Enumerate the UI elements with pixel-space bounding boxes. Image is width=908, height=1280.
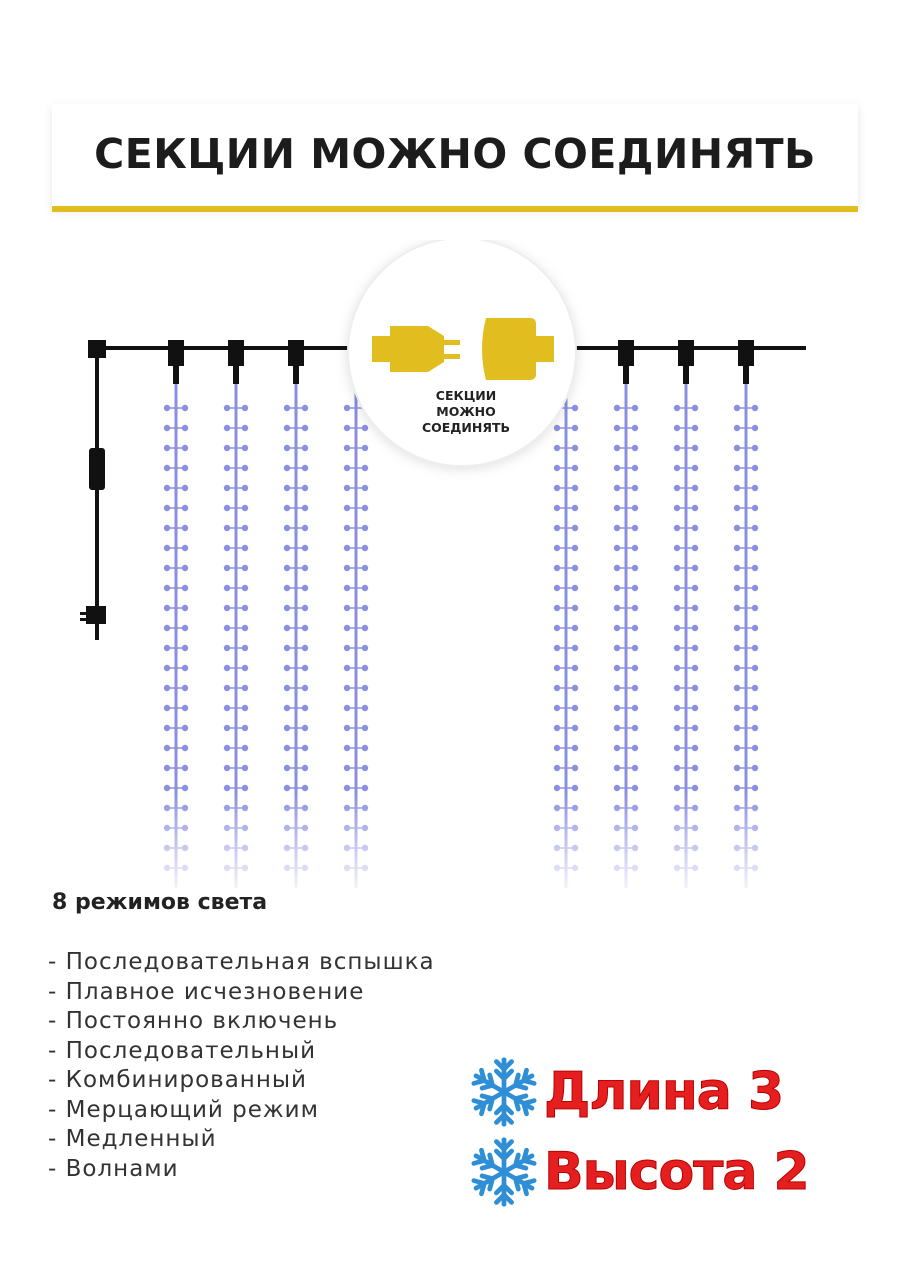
badge-line-2: МОЖНО [436,404,496,419]
header-title: СЕКЦИИ МОЖНО СОЕДИНЯТЬ [94,130,816,178]
mode-item: - Комбинированный [48,1067,307,1093]
header-underline [52,206,858,212]
mode-item: - Плавное исчезновение [48,978,365,1005]
header-banner [52,104,858,208]
height-spec [466,1132,809,1212]
height-label: Высота 2 [544,1142,809,1202]
badge-line-3: СОЕДИНЯТЬ [421,420,511,435]
garland-diagram [0,240,908,900]
mode-item: - Постоянно включень [48,1008,339,1034]
mode-item: - Мерцающий режим [48,1096,319,1123]
mode-item: - Медленный [48,1126,217,1152]
length-label: Длина 3 [544,1062,784,1122]
length-spec [466,1052,783,1132]
mode-item: - Последовательный [48,1037,317,1064]
modes-list [48,948,435,1184]
plug-icon [80,606,106,640]
snowflake-icon [466,1054,542,1130]
snowflake-icon [466,1134,542,1210]
power-lead [80,340,106,640]
modes-title: 8 режимов света [52,890,268,915]
connector-badge [348,240,576,466]
mode-item: - Волнами [48,1155,179,1182]
mode-item: - Последовательная вспышка [48,949,435,975]
badge-line-1: СЕКЦИИ [435,388,497,403]
